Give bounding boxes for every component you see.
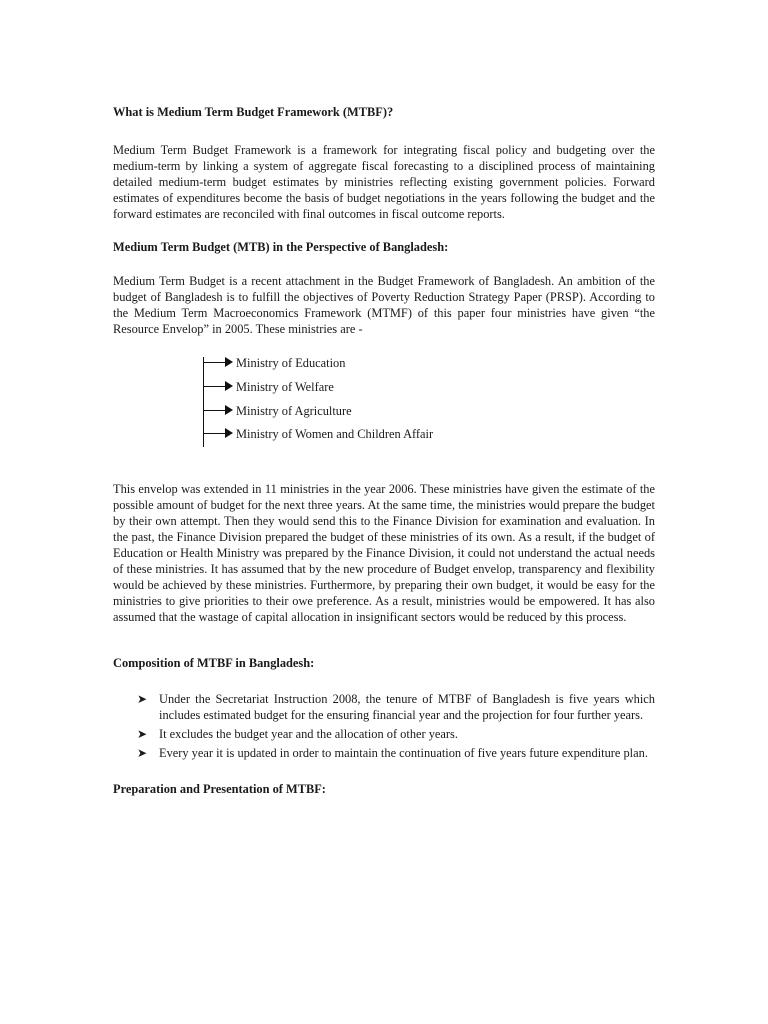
list-item [113,726,655,742]
arrowhead-bullet-icon: ➤ [137,727,148,741]
bullet-text: It excludes the budget year and the allocation of other years. [159,727,458,741]
heading-what-is-mtbf: What is Medium Term Budget Framework (MTBF)? [113,105,394,119]
ministry-label: Ministry of Women and Children Affair [236,427,434,441]
connector-arrow-icon [203,362,229,363]
heading-composition-mtbf: Composition of MTBF in Bangladesh: [113,656,315,670]
list-item [113,745,655,761]
connector-arrow-icon [203,386,229,387]
ministry-label: Ministry of Welfare [236,380,334,394]
paragraph-mtbf-definition: Medium Term Budget Framework is a framework for integrating fiscal policy and budgeting over the medium-term by linking a system of aggregate fiscal forecasting to a disciplined process of maintaining detailed medium-term budget estimates by ministries reflecting existing government policies. Forward estimates of expenditures become the basis of budget negotiations in the years following the budget and the forward estimates are reconciled with final outcomes in fiscal outcome reports. [113,143,655,221]
composition-bullet-list [113,691,655,761]
paragraph-envelop-extension: This envelop was extended in 11 ministries in the year 2006. These ministries have given the estimate of the possible amount of budget for the next three years. At the same time, the ministries would prepare the budget by their own attempt. Then they would send this to the Finance Division for examination and evaluation. In the past, the Finance Division prepared the budget of these ministries of its own. As a result, if the budget of Education or Health Ministry was prepared by the Finance Division, it could not understand the actual needs of these ministries. It has assumed that by the new procedure of Budget envelop, transparency and flexibility would be achieved by these ministries. Furthermore, by preparing their own budget, it would be easy for the ministries to give priorities to their owe preference. As a result, ministries would be empowered. It has also assumed that the wastage of capital allocation in insignificant sectors would be reduced by this process. [113,482,655,624]
arrowhead-bullet-icon: ➤ [137,746,148,760]
ministry-label: Ministry of Agriculture [236,404,352,418]
connector-arrow-icon [203,410,229,411]
ministry-label: Ministry of Education [236,356,346,370]
list-item [113,691,655,723]
connector-arrow-icon [203,433,229,434]
ministry-list [113,355,655,451]
arrowhead-bullet-icon: ➤ [137,692,148,706]
document-page [113,104,655,797]
bullet-text: Every year it is updated in order to maintain the continuation of five years future expenditure plan. [159,746,648,760]
heading-mtb-bangladesh: Medium Term Budget (MTB) in the Perspective of Bangladesh: [113,240,449,254]
bullet-text: Under the Secretariat Instruction 2008, the tenure of MTBF of Bangladesh is five years which includes estimated budget for the ensuring financial year and the projection for four further years. [159,692,655,722]
paragraph-mtb-intro: Medium Term Budget is a recent attachment in the Budget Framework of Bangladesh. An ambition of the budget of Bangladesh is to fulfill the objectives of Poverty Reduction Strategy Paper (PRSP). According to the Medium Term Macroeconomics Framework (MTMF) of this paper four ministries have given “the Resource Envelop” in 2005. These ministries are - [113,274,655,336]
heading-preparation-presentation: Preparation and Presentation of MTBF: [113,782,326,796]
